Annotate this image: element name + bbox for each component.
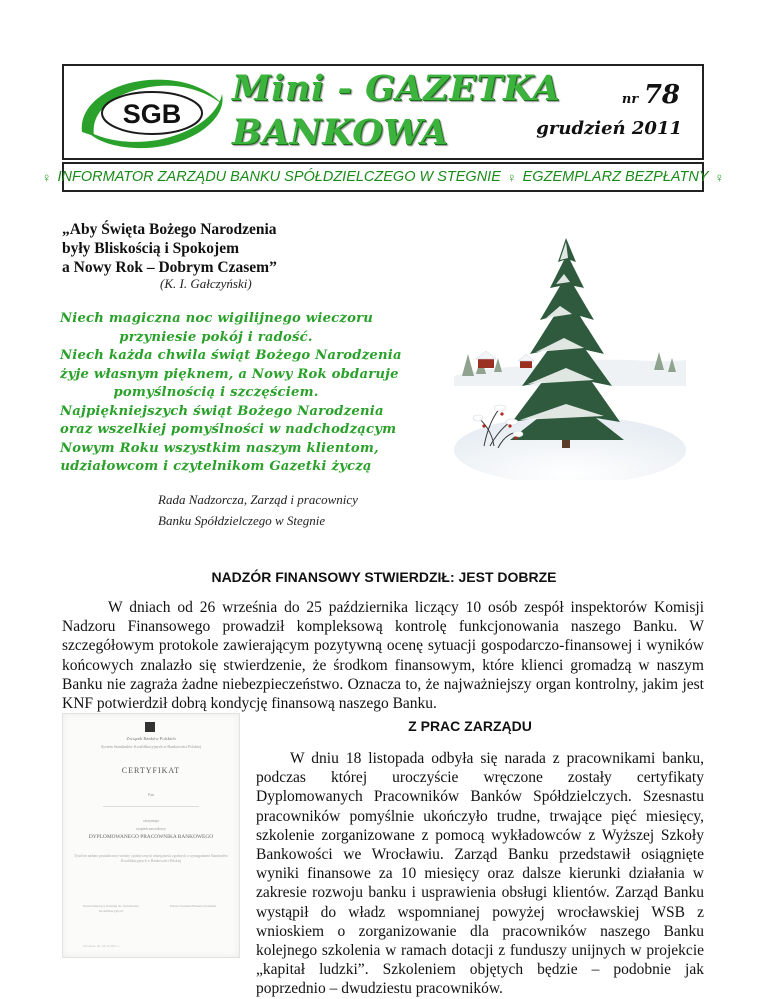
quote-line: a Nowy Rok – Dobrym Czasem”: [62, 259, 277, 276]
venus-icon: ♀: [41, 169, 52, 185]
certificate-org-sub: System Standardów Kwalifikacyjnych w Bankowości Polskiej: [100, 744, 202, 749]
quote-line: były Bliskością i Spokojem: [62, 240, 239, 257]
strip-informator: INFORMATOR ZARZĄDU BANKU SPÓŁDZIELCZEGO W STEGNIE: [57, 169, 501, 185]
certificate-name-line: [103, 806, 199, 807]
wishes-signature: [158, 489, 358, 531]
red-house-icon: [476, 351, 496, 368]
certificate-diploma: DYPLOMOWANEGO PRACOWNIKA BANKOWEGO: [88, 834, 214, 840]
certificate-sign-left: Przewodniczący Komisji ds. Standardów Kwalifikacyjnych: [83, 904, 139, 913]
info-strip: [41, 162, 725, 192]
wish-line: Najpiękniejszych świąt Bożego Narodzenia: [60, 403, 384, 419]
wish-line: Nowym Roku wszystkim naszym klientom,: [60, 440, 379, 456]
wish-line: oraz wszelkiej pomyślności w nadchodzącym: [60, 422, 397, 437]
signature-line: Rada Nadzorcza, Zarząd i pracownicy: [158, 492, 358, 507]
issue-value: 78: [643, 80, 680, 110]
wish-line: Niech magiczna noc wigilijnego wieczoru: [60, 311, 374, 326]
article2-body: W dniu 18 listopada odbyła się narada z pracownikami banku, podczas której uroczyście wręczone zostały certyfikaty Dyplomowanych Pracowników Banków Spółdzielczych. Szesnastu pracowników pomyślnie ukończyło trudne, trwające pięć miesięcy, szkolenie zorganizowane z pomocą wykładowców z Wyższej Szkoły Bankowości we Wrocławiu. Zarząd Banku przedstawił osiągnięte wyniki finansowe za 10 miesięcy oraz dalsze kierunki działania w zakresie rozwoju banku i usprawienia obsługi klientów. Zarząd Banku wystąpił do władz wspomnianej powyżej wrocławskiej WSB z wnioskiem o zorganizowanie dla pracowników naszego Banku kolejnego szkolenia w ramach dotacji z funduszy unijnych w projekcie „kapitał ludzki”. Szkoleniem objętych będzie – podobnie jak poprzednio – dwudziestu pracowników.: [256, 750, 704, 998]
wish-line: Niech każda chwila świąt Bożego Narodzenia: [60, 348, 402, 363]
christmas-quote: [62, 220, 277, 277]
wish-line: pomyślnością i szczęściem.: [113, 385, 319, 400]
red-house-icon: [518, 354, 534, 368]
quote-author: (K. I. Gałczyński): [160, 276, 252, 291]
issue-date: grudzień 2011: [536, 118, 682, 139]
strip-free-copy: EGZEMPLARZ BEZPŁATNY: [522, 169, 709, 185]
logo-text: SGB: [122, 99, 182, 129]
certificate-sign-right: Prezes Związku Banków Polskich: [169, 904, 217, 908]
certificate-image: [62, 713, 240, 958]
spruce-tree-icon: [510, 238, 624, 448]
article2-heading: Z PRAC ZARZĄDU: [408, 718, 532, 734]
certificate-degree: stopień zawodowy: [136, 826, 166, 831]
wish-line: żyje własnym pięknem, a Nowy Rok obdaruje: [60, 366, 399, 382]
certificate-emblem: [145, 722, 155, 732]
certificate-footer: Wrocław, dn. 18.11.2011 r.: [83, 944, 120, 948]
holiday-wishes: [60, 310, 402, 477]
certificate-title: CERTYFIKAT: [121, 766, 181, 775]
signature-line: Banku Spółdzielczego w Stegnie: [158, 513, 326, 528]
article1-heading: NADZÓR FINANSOWY STWIERDZIŁ: JEST DOBRZE: [211, 569, 557, 585]
certificate-pan: Pan: [148, 792, 154, 797]
certificate-org: Związek Banków Polskich: [126, 736, 176, 741]
venus-icon: ♀: [714, 169, 725, 185]
quote-line: „Aby Święta Bożego Narodzenia: [62, 221, 277, 238]
certificate-received: otrzymuje: [142, 818, 160, 823]
title-line-2: BANKOWA: [232, 112, 449, 153]
sgb-logo: [72, 70, 232, 156]
issue-prefix: nr: [621, 92, 639, 107]
certificate-small-text: Tytuł ten nadano posiadaczowi wiedzy i praktycznych umiejętności zgodnych z wymaganiami Standardów Kwalifikacyjnych w Bankowości Polskiej: [74, 854, 228, 863]
article1-body: W dniach od 26 września do 25 października liczący 10 osób zespół inspektorów Komisji Nadzoru Finansowego prowadził kompleksową kontrolę funkcjonowania naszego Banku. W szczegółowym protokole zawierającym pozytywną ocenę sytuacji gospodarczo-finansowej i wyników końcowych znalazło się stwierdzenie, że środkom finansowym, które klienci gromadzą w naszym Banku nie zagraża żadne niebezpieczeństwo. Oznacza to, że najważniejszy organ kontrolny, jakim jest KNF potwierdził dobrą kondycję finansową naszego Banku.: [62, 599, 704, 713]
wish-line: udziałowcom i czytelnikom Gazetki życzą: [60, 459, 372, 474]
venus-icon: ♀: [506, 169, 517, 185]
title-line-1: Mini - GAZETKA: [232, 68, 561, 109]
masthead: [62, 64, 704, 160]
winter-tree-illustration: [454, 236, 686, 480]
wish-line: przyniesie pokój i radość.: [119, 329, 313, 345]
issue-number: [622, 80, 680, 110]
